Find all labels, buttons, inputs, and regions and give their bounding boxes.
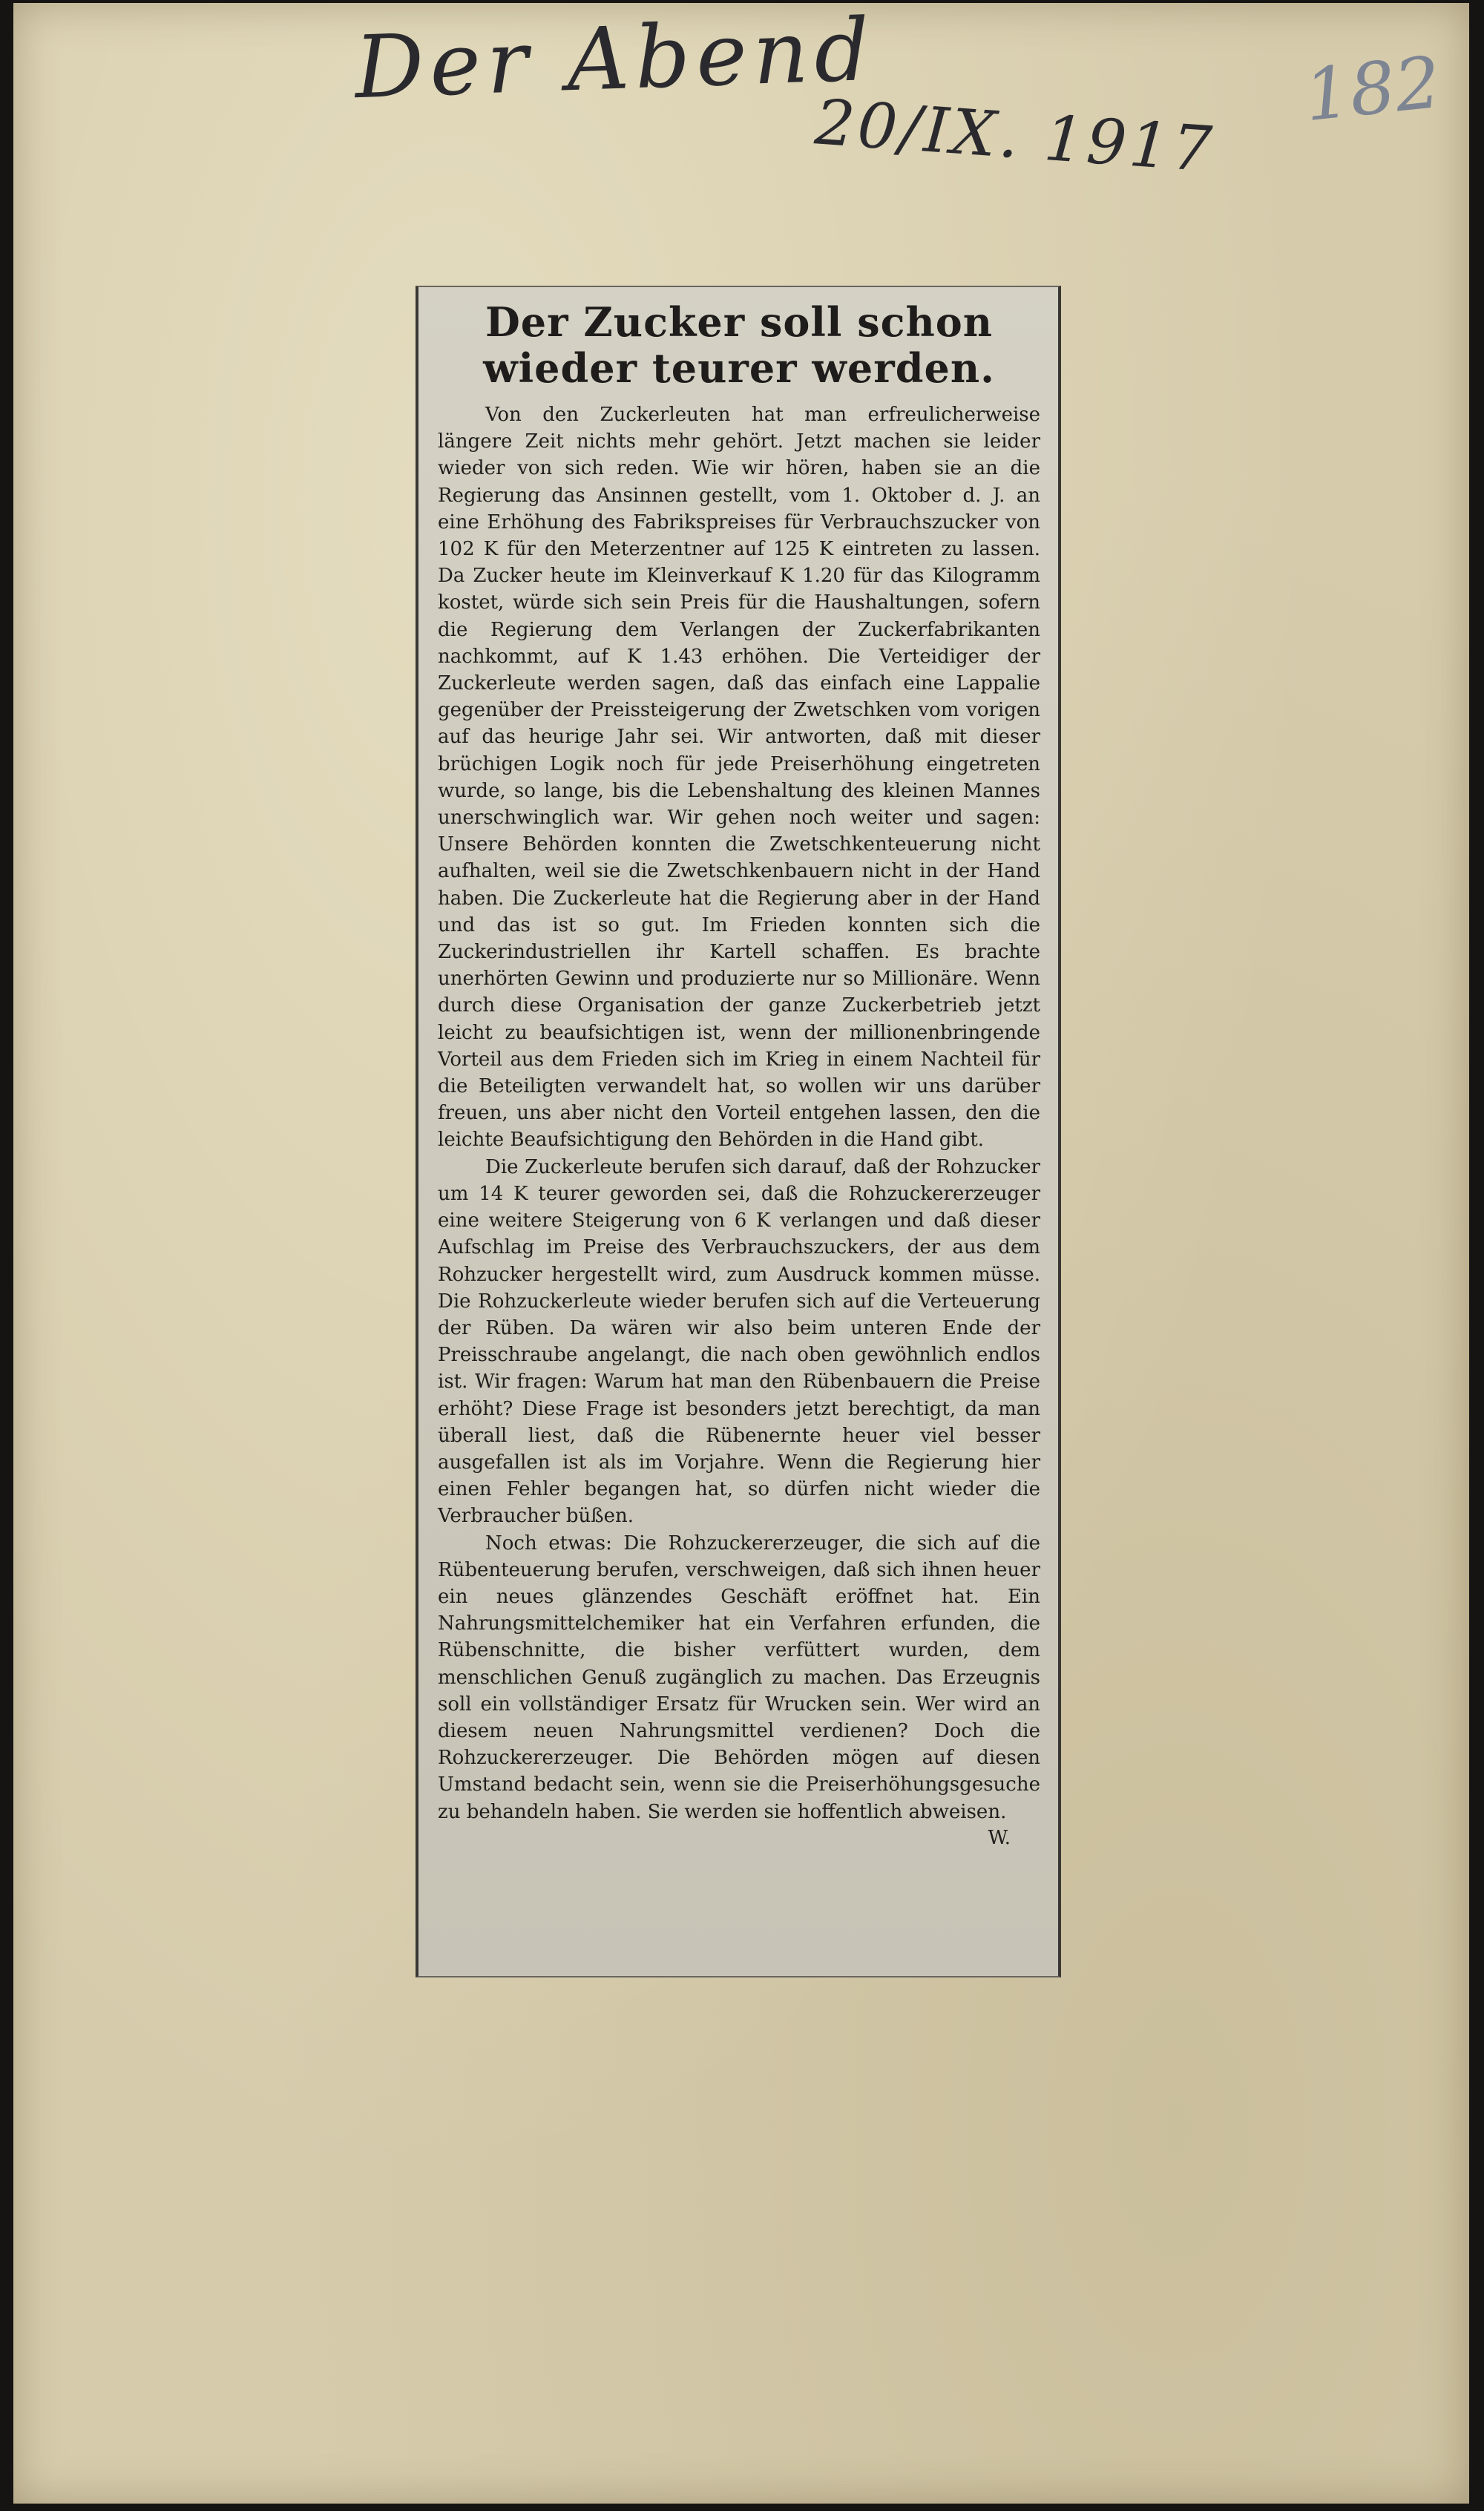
handwritten-publication-name: Der Abend: [352, 0, 877, 119]
article-paragraph-1: Von den Zuckerleuten hat man erfreulicherweise längere Zeit nichts mehr gehört. Jetzt machen sie leider wieder von sich reden. Wie wir hören, haben sie an die Regierung das Ansinnen gestellt, vom 1. Oktober d. J. an eine Erhöhung des Fabrikspreises für Verbrauchszucker von 102 K für den Meterzentner auf 125 K eintreten zu lassen. Da Zucker heute im Kleinverkauf K 1.20 für das Kilogramm kostet, würde sich sein Preis für die Haushaltungen, sofern die Regierung dem Verlangen der Zuckerfabrikanten nachkommt, auf K 1.43 erhöhen. Die Verteidiger der Zuckerleute werden sagen, daß das einfach eine Lappalie gegenüber der Preissteigerung der Zwetschken vom vorigen auf das heurige Jahr sei. Wir antworten, daß mit dieser brüchigen Logik noch für jede Preiserhöhung eingetreten wurde, so lange, bis die Lebenshaltung des kleinen Mannes unerschwinglich war. Wir gehen noch weiter und sagen: Unsere Behörden konnten die Zwetschkenteuerung nicht aufhalten, weil sie die Zwetschkenbauern nicht in der Hand haben. Die Zuckerleute hat die Regierung aber in der Hand und das ist so gut. Im Frieden konnten sich die Zuckerindustriellen ihr Kartell schaffen. Es brachte unerhörten Gewinn und produzierte nur so Millionäre. Wenn durch diese Organisation der ganze Zuckerbetrieb jetzt leicht zu beaufsichtigen ist, wenn der millionenbringende Vorteil aus dem Frieden sich im Krieg in einem Nachteil für die Beteiligten verwandelt hat, so wollen wir uns darüber freuen, uns aber nicht den Vorteil entgehen lassen, den die leichte Beaufsichtigung den Behörden in die Hand gibt.: [438, 404, 1040, 1152]
article-paragraph-2: Die Zuckerleute berufen sich darauf, daß der Rohzucker um 14 K teurer geworden sei, daß die Rohzuckererzeuger eine weitere Steigerung von 6 K verlangen und daß dieser Aufschlag im Preise des Verbrauchszuckers, der aus dem Rohzucker hergestellt wird, zum Ausdruck kommen müsse. Die Rohzuckerleute wieder berufen sich auf die Verteuerung der Rüben. Da wären wir also beim unteren Ende der Preisschraube angelangt, die nach oben gewöhnlich endlos ist. Wir fragen: Warum hat man den Rübenbauern die Preise erhöht? Diese Frage ist besonders jetzt berechtigt, da man überall liest, daß die Rübenernte heuer viel besser ausgefallen ist als im Vorjahre. Wenn die Regierung hier einen Fehler begangen hat, so dürfen nicht wieder die Verbraucher büßen.: [438, 1155, 1040, 1528]
article-signature: W.: [988, 1826, 1011, 1849]
article-paragraph-3: Noch etwas: Die Rohzuckererzeuger, die sich auf die Rübenteuerung berufen, verschweigen, daß sich ihnen heuer ein neues glänzendes Geschäft eröffnet hat. Ein Nahrungsmittelchemiker hat ein Verfahren erfunden, die Rübenschnitte, die bisher verfüttert wurden, dem menschlichen Genuß zugänglich zu machen. Das Erzeugnis soll ein vollständiger Ersatz für Wrucken sein. Wer wird an diesem neuen Nahrungsmittel verdienen? Doch die Rohzuckererzeuger. Die Behörden mögen auf diesen Umstand bedacht sein, wenn sie die Preiserhöhungsgesuche zu behandeln haben. Sie werden sie hoffentlich abweisen.: [438, 1532, 1040, 1823]
article-headline: Der Zucker soll schon wieder teurer werden.: [483, 298, 995, 392]
newspaper-clipping: [416, 286, 1061, 1977]
handwritten-date: 20/IX. 1917: [812, 85, 1218, 186]
handwritten-page-number: 182: [1300, 40, 1445, 138]
